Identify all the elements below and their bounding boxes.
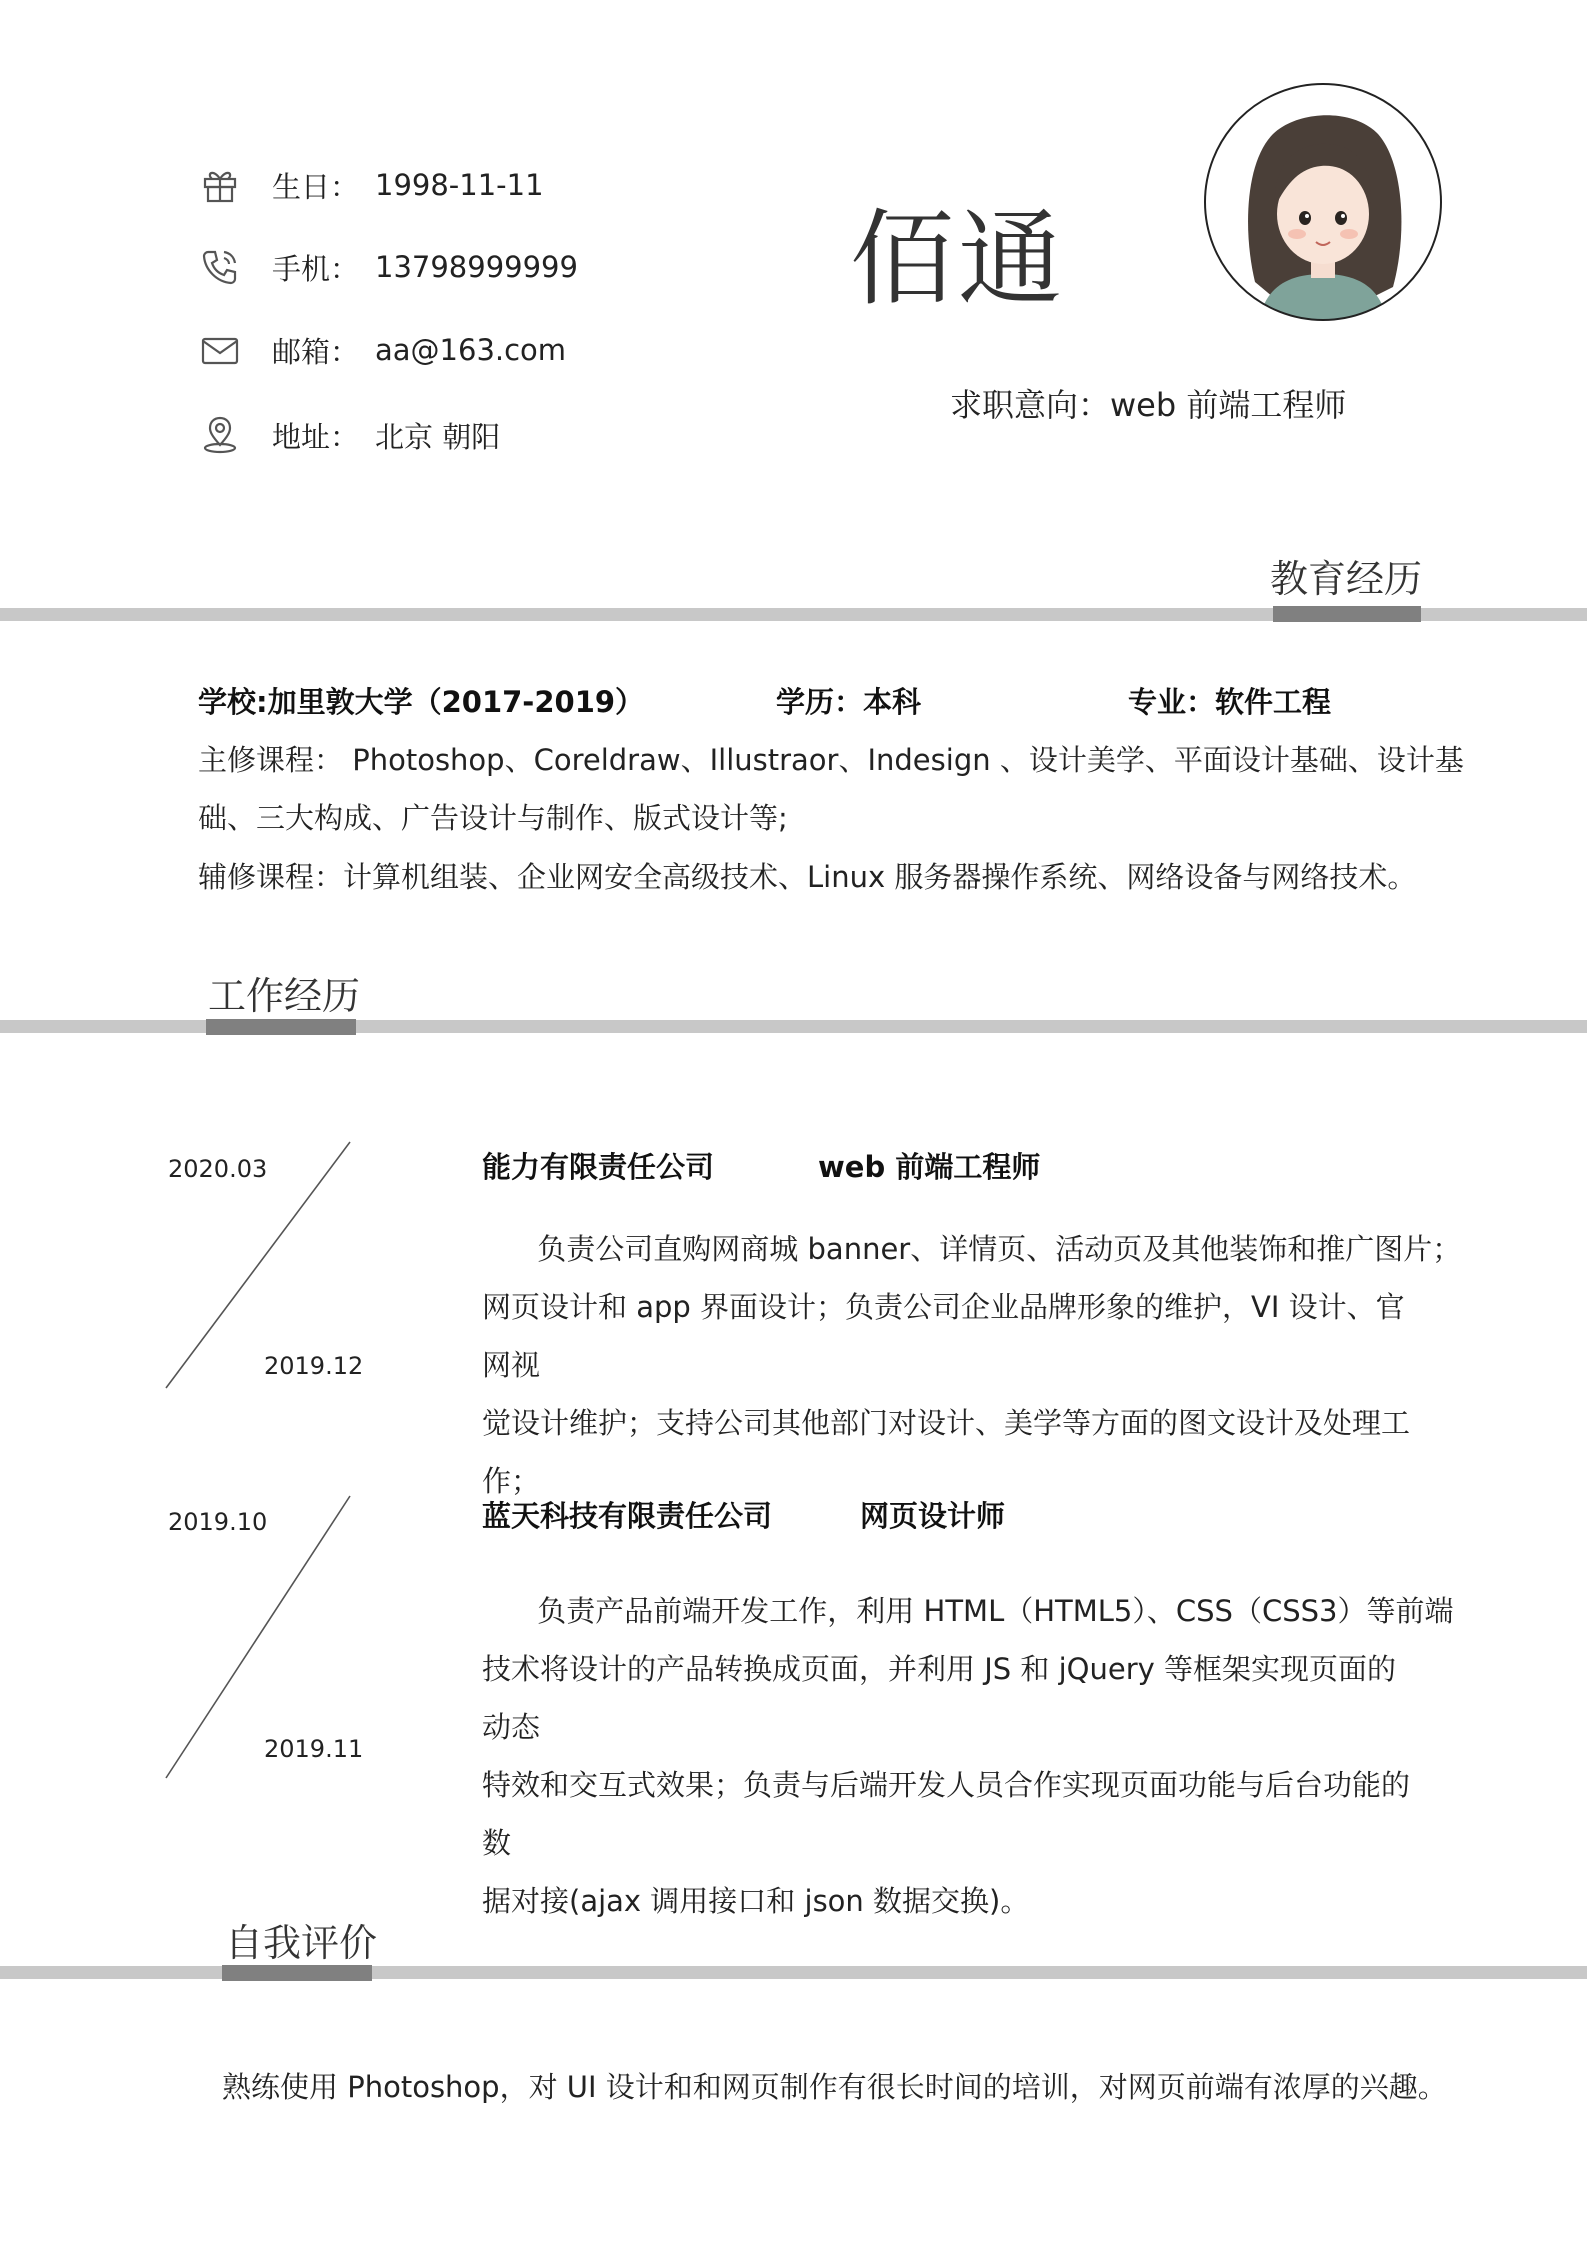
education-accent [1273, 606, 1421, 622]
job-description [482, 1582, 1454, 1930]
email-label: 邮箱： [272, 334, 360, 369]
job-objective: 求职意向：web 前端工程师 [950, 386, 1347, 424]
job-position: 网页设计师 [860, 1499, 1006, 1533]
birthday-value: 1998-11-11 [375, 168, 544, 202]
company-name: 能力有限责任公司 [482, 1150, 715, 1184]
major: 专业：软件工程 [1128, 685, 1332, 719]
education-title: 教育经历 [1270, 557, 1423, 601]
avatar [1203, 82, 1443, 322]
work-title: 工作经历 [208, 974, 361, 1018]
email-value: aa@163.com [375, 333, 567, 367]
job-start-date: 2019.10 [168, 1508, 268, 1536]
self-evaluation-accent [222, 1965, 372, 1981]
mail-icon [200, 330, 240, 370]
job-description-line: 技术将设计的产品转换成页面，并利用 JS 和 jQuery 等框架实现页面的动态 [482, 1652, 1397, 1744]
contact-address [200, 410, 501, 460]
self-evaluation-title: 自我评价 [225, 1921, 378, 1965]
minor-courses: 辅修课程：计算机组装、企业网安全高级技术、Linux 服务器操作系统、网络设备与网络技术。 [198, 860, 1417, 894]
phone-icon [200, 247, 240, 287]
phone-label: 手机： [272, 251, 360, 286]
major-courses-line-2: 础、三大构成、广告设计与制作、版式设计等; [198, 801, 788, 835]
address-label: 地址： [272, 419, 360, 454]
job-end-date: 2019.11 [264, 1735, 364, 1763]
birthday-label: 生日： [272, 169, 360, 204]
contact-phone [200, 242, 578, 292]
job-description-line: 负责公司直购网商城 banner、详情页、活动页及其他装饰和推广图片； [482, 1232, 1462, 1266]
gift-icon [200, 165, 240, 205]
job-description-line: 网页设计和 app 界面设计；负责公司企业品牌形象的维护，VI 设计、官网视 [482, 1290, 1405, 1382]
contact-email [200, 325, 567, 375]
job-description-line: 特效和交互式效果；负责与后端开发人员合作实现页面功能与后台功能的数 [482, 1768, 1411, 1860]
location-pin-icon [200, 415, 240, 455]
self-evaluation-text: 熟练使用 Photoshop，对 UI 设计和和网页制作有很长时间的培训，对网页前端有浓厚的兴趣。 [222, 2070, 1447, 2104]
job-description-line: 据对接(ajax 调用接口和 json 数据交换)。 [482, 1884, 1030, 1918]
school: 学校:加里敦大学（2017-2019） [198, 685, 645, 719]
major-courses-line-1: 主修课程： Photoshop、Coreldraw、Illustraor、Indesign 、设计美学、平面设计基础、设计基 [198, 743, 1464, 777]
job-description-line: 负责产品前端开发工作，利用 HTML（HTML5）、CSS（CSS3）等前端 [482, 1594, 1454, 1628]
address-value: 北京 朝阳 [375, 419, 501, 454]
work-accent [206, 1019, 356, 1035]
company-name: 蓝天科技有限责任公司 [482, 1499, 773, 1533]
candidate-name: 佰通 [850, 198, 1067, 320]
job-description-line: 觉设计维护；支持公司其他部门对设计、美学等方面的图文设计及处理工作； [482, 1406, 1411, 1498]
job-description [482, 1220, 1462, 1510]
phone-value: 13798999999 [375, 250, 578, 284]
job-start-date: 2020.03 [168, 1155, 268, 1183]
job-position: web 前端工程师 [818, 1150, 1041, 1184]
degree: 学历：本科 [776, 685, 922, 719]
job-end-date: 2019.12 [264, 1352, 364, 1380]
contact-birthday [200, 160, 544, 210]
